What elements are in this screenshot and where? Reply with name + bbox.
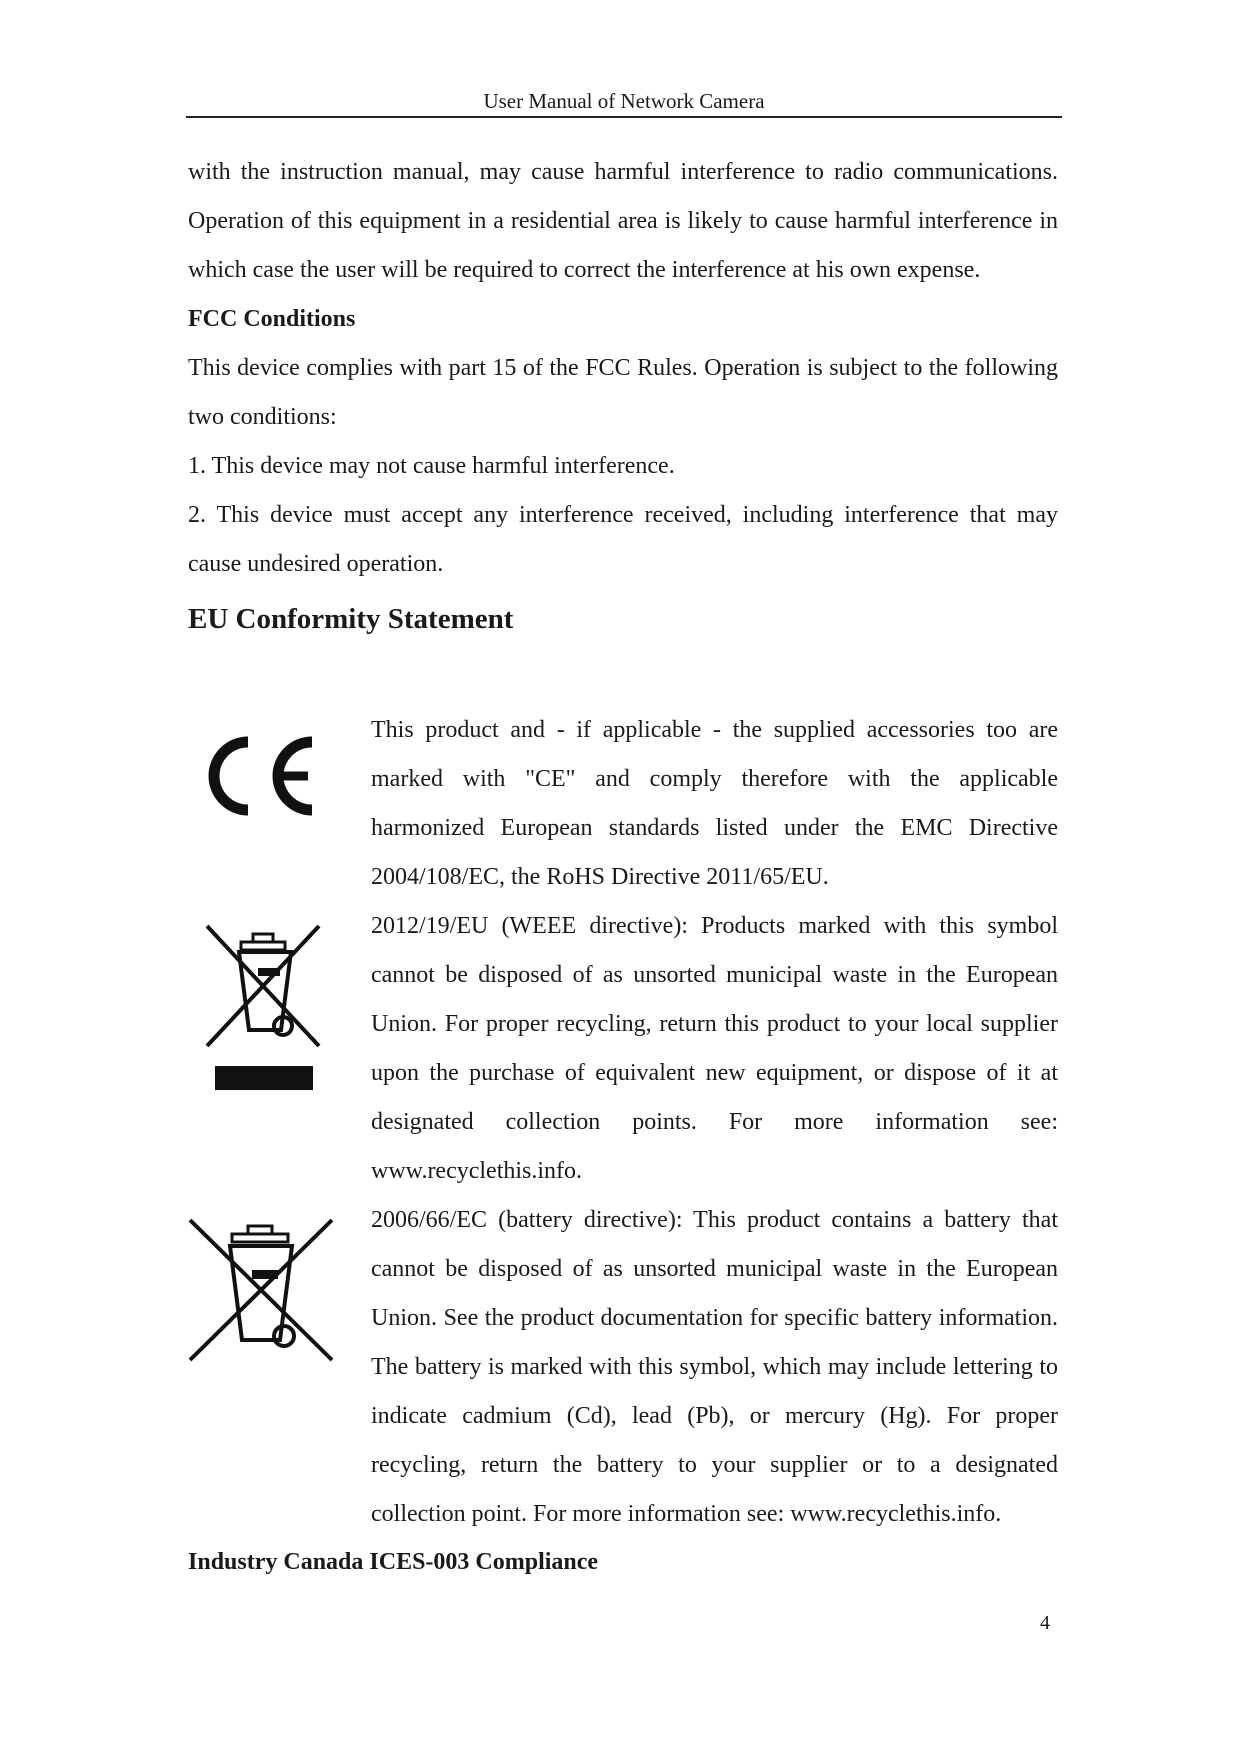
intro-paragraph: with the instruction manual, may cause harmful interference to radio communications. Operation of this equipment in a residential area is likely to cause harmful interference in which case the user will be required to correct the interference at his own expense. <box>188 159 1058 283</box>
canada-heading: Industry Canada ICES-003 Compliance <box>188 1549 599 1575</box>
ce-paragraph: This product and - if applicable - the supplied accessories too are marked with "CE" and comply therefore with the applicable harmonized European standards listed under the EMC Directive 2004/108/EC, the RoHS Directive 2011/65/EU. <box>371 717 1058 890</box>
document-body <box>188 148 1058 647</box>
ce-paragraph-block <box>188 706 1058 902</box>
fcc-item-2: 2. This device must accept any interference received, including interference that may cause undesired operation. <box>188 502 1058 577</box>
eu-heading: EU Conformity Statement <box>188 603 514 635</box>
fcc-paragraph: This device complies with part 15 of the FCC Rules. Operation is subject to the following two conditions: <box>188 355 1058 430</box>
weee-paragraph: 2012/19/EU (WEEE directive): Products marked with this symbol cannot be disposed of as unsorted municipal waste in the European Union. For proper recycling, return this product to your local supplier upon the purchase of equivalent new equipment, or dispose of it at designated collection points. For more information see: www.recyclethis.info. <box>371 913 1058 1184</box>
canada-section <box>188 1538 1058 1587</box>
fcc-heading: FCC Conditions <box>188 306 356 332</box>
battery-paragraph-block <box>188 1196 1058 1539</box>
battery-paragraph: 2006/66/EC (battery directive): This product contains a battery that cannot be disposed of as unsorted municipal waste in the European Union. See the product documentation for specific battery information. The battery is marked with this symbol, which may include lettering to indicate cadmium (Cd), lead (Pb), or mercury (Hg). For proper recycling, return the battery to your supplier or to a designated collection point. For more information see: www.recyclethis.info. <box>371 1207 1058 1527</box>
header-divider <box>186 116 1062 118</box>
page-number: 4 <box>1040 1612 1050 1634</box>
page-header: User Manual of Network Camera <box>483 89 765 113</box>
weee-paragraph-block <box>188 902 1058 1196</box>
fcc-item-1: 1. This device may not cause harmful interference. <box>188 453 675 479</box>
